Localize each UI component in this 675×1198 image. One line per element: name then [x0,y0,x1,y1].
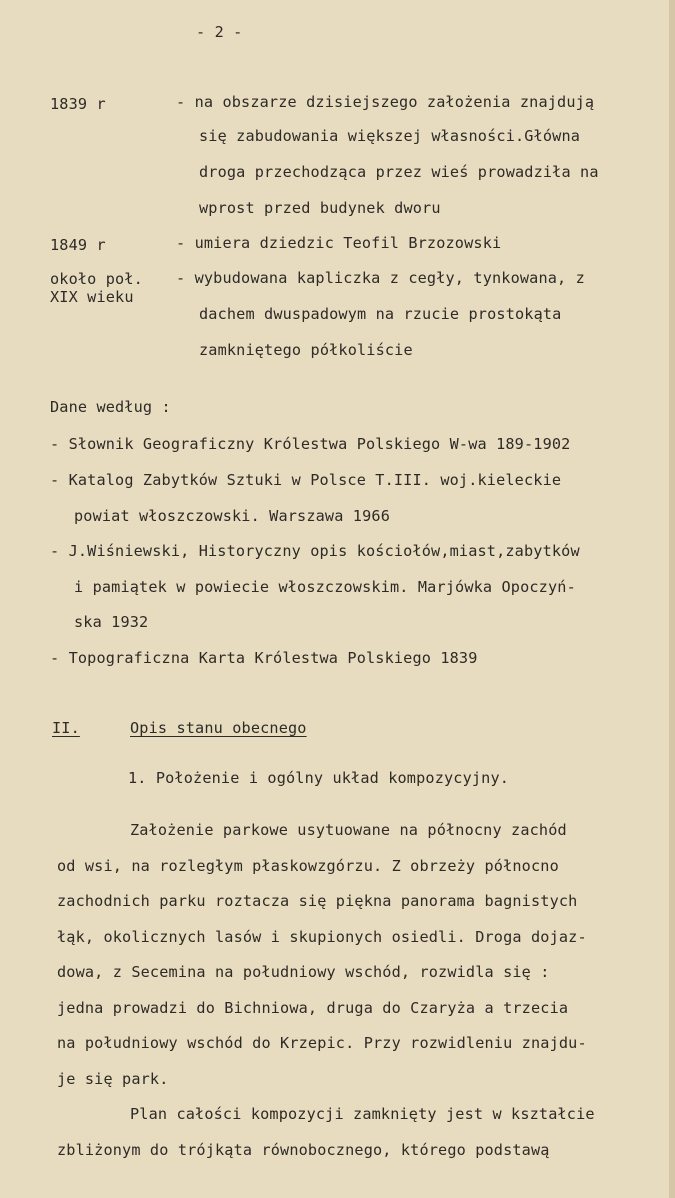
page-edge-shadow [669,0,675,1198]
subsection-title: 1. Położenie i ogólny układ kompozycyjny. [128,769,510,787]
source-line: - Katalog Zabytków Sztuki w Polsce T.III. woj.kieleckie [50,471,562,489]
chronology-line: się zabudowania większej własności.Główna [199,127,581,145]
body-line: dowa, z Secemina na południowy wschód, rozwidla się : [57,963,550,981]
body-line: zachodnich parku roztacza się piękna panorama bagnistych [57,892,578,910]
chronology-line: wprost przed budynek dworu [199,199,441,217]
source-line: ska 1932 [74,613,149,631]
chronology-date-1849: 1849 r [50,236,106,254]
body-line: Założenie parkowe usytuowane na północny zachód [130,821,567,839]
chronology-date-mid-19th-cont: XIX wieku [50,288,134,306]
chronology-line: - na obszarze dzisiejszego założenia znajdują [176,93,595,111]
sources-heading: Dane według : [50,398,171,416]
body-line: łąk, okolicznych lasów i skupionych osiedli. Droga dojaz- [57,928,587,946]
chronology-line: - wybudowana kapliczka z cegły, tynkowana, z [176,269,585,287]
chronology-line: zamkniętego półkoliście [199,341,413,359]
section-number: II. [52,719,80,737]
body-line: od wsi, na rozległym płaskowzgórzu. Z obrzeży północno [57,857,559,875]
body-line: na południowy wschód do Krzepic. Przy rozwidleniu znajdu- [57,1034,587,1052]
source-line: - J.Wiśniewski, Historyczny opis kościołów,miast,zabytków [50,542,580,560]
source-line: - Słownik Geograficzny Królestwa Polskiego W-wa 189-1902 [50,435,571,453]
body-line: Plan całości kompozycji zamknięty jest w kształcie [130,1105,595,1123]
page-number: - 2 - [196,23,243,41]
body-line: zbliżonym do trójkąta równobocznego, którego podstawą [57,1141,550,1159]
chronology-date-1839: 1839 r [50,95,106,113]
source-line: i pamiątek w powiecie włoszczowskim. Marjówka Opoczyń- [74,578,576,596]
source-line: powiat włoszczowski. Warszawa 1966 [74,507,390,525]
body-line: jedna prowadzi do Bichniowa, druga do Czaryża a trzecia [57,999,569,1017]
section-title: Opis stanu obecnego [130,719,307,737]
body-line: je się park. [57,1070,169,1088]
chronology-line: dachem dwuspadowym na rzucie prostokąta [199,305,562,323]
source-line: - Topograficzna Karta Królestwa Polskiego 1839 [50,649,478,667]
chronology-line: - umiera dziedzic Teofil Brzozowski [176,234,502,252]
chronology-date-mid-19th: około poł. [50,270,143,288]
chronology-line: droga przechodząca przez wieś prowadziła na [199,163,599,181]
